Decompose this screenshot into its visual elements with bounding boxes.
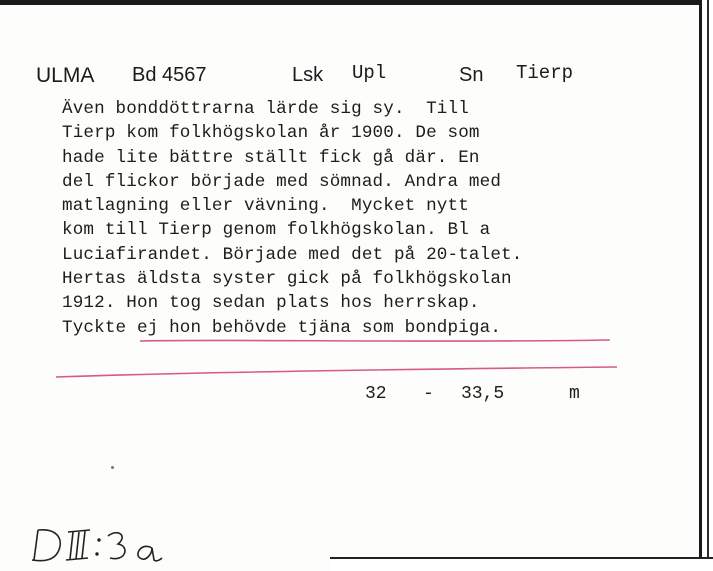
- measure-to: 33,5: [461, 384, 505, 404]
- text-line: 1912. Hon tog sedan plats hos herrskap.: [62, 293, 480, 314]
- measure-from: 32: [365, 384, 387, 404]
- text-line: del flickor började med sömnad. Andra med: [62, 171, 502, 192]
- category-label: Lsk: [292, 64, 324, 86]
- text-line: Luciafirandet. Började med det på 20-talet.: [62, 244, 523, 265]
- parish-value: Tierp: [516, 62, 574, 84]
- scan-top-edge: [0, 0, 713, 5]
- text-line: Tyckte ej hon behövde tjäna som bondpiga.: [62, 317, 502, 338]
- text-line: hade lite bättre ställt fick gå där. En: [62, 147, 480, 168]
- scan-right-edge: [699, 0, 713, 571]
- text-line: Tierp kom folkhögskolan år 1900. De som: [62, 123, 480, 144]
- underline-mark: [56, 367, 617, 377]
- measurement-row: [365, 384, 580, 504]
- parish-label: Sn: [459, 64, 484, 86]
- volume-number: Bd 4567: [132, 64, 207, 86]
- text-line: matlagning eller vävning. Mycket nytt: [62, 196, 469, 217]
- signature-text: [30, 524, 122, 554]
- measure-unit: m: [569, 384, 580, 404]
- category-value: Upl: [352, 62, 387, 84]
- text-line: Även bonddöttrarna lärde sig sy. Till: [62, 99, 469, 119]
- scan-right-edge-line: [707, 0, 709, 571]
- text-line: kom till Tierp genom folkhögskolan. Bl a: [62, 220, 491, 241]
- scan-bottom-edge: [330, 557, 713, 571]
- card-body-text: [62, 97, 522, 340]
- archive-code: ULMA: [36, 64, 95, 87]
- underline-mark: [140, 340, 610, 341]
- text-line: Hertas äldsta syster gick på folkhögskolan: [62, 269, 512, 290]
- paper-speck: [111, 466, 114, 469]
- measure-dash: -: [423, 384, 434, 404]
